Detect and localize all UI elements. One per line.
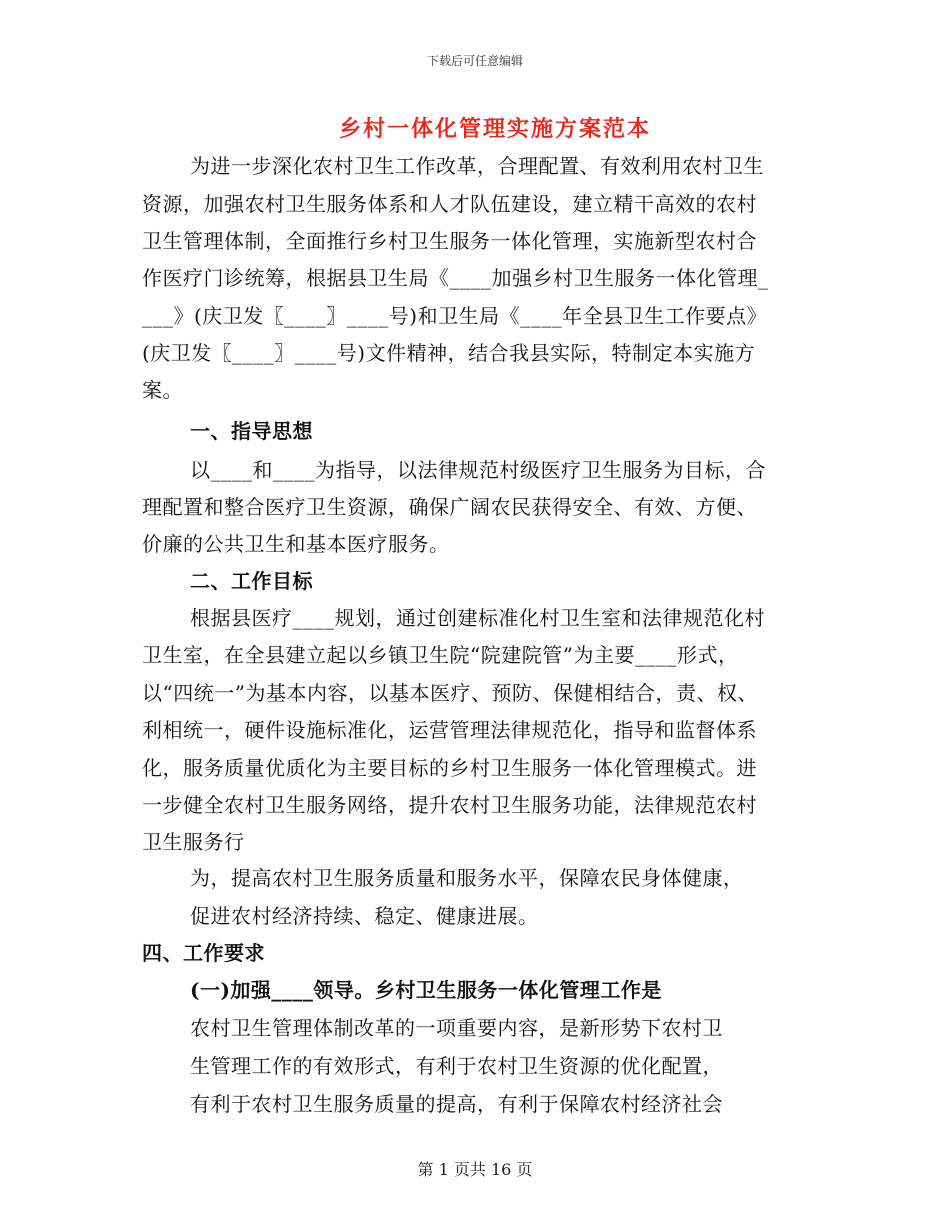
paragraph-line: 作医疗门诊统筹，根据县卫生局《____加强乡村卫生服务一体化管理_ <box>142 266 769 290</box>
paragraph-line: 卫生服务行 <box>142 830 245 854</box>
paragraph-line: 根据县医疗____规划，通过创建标准化村卫生室和法律规范化村 <box>190 606 765 630</box>
paragraph-line: 利相统一，硬件设施标准化，运营管理法律规范化，指导和监督体系 <box>142 718 757 742</box>
paragraph-line: 生管理工作的有效形式，有利于农村卫生资源的优化配置， <box>190 1054 723 1078</box>
paragraph-line: 以____和____为指导，以法律规范村级医疗卫生服务为目标，合 <box>190 458 766 482</box>
paragraph-line: 一步健全农村卫生服务网络，提升农村卫生服务功能，法律规范农村 <box>142 793 757 817</box>
section-heading: 一、指导思想 <box>190 419 313 443</box>
paragraph-line: 农村卫生管理体制改革的一项重要内容，是新形势下农村卫 <box>190 1016 723 1040</box>
paragraph-line: 理配置和整合医疗卫生资源，确保广阔农民获得安全、有效、方便、 <box>142 495 757 519</box>
paragraph-line: 资源，加强农村卫生服务体系和人才队伍建设，建立精干高效的农村 <box>142 192 757 216</box>
paragraph-line: 卫生室，在全县建立起以乡镇卫生院“院建院管”为主要____形式， <box>142 643 739 667</box>
paragraph-line: (庆卫发〖____〗____号)文件精神，结合我县实际，特制定本实施方 <box>142 341 756 365</box>
paragraph-line: 以“四统一”为基本内容，以基本医疗、预防、保健相结合，责、权、 <box>142 681 758 705</box>
paragraph-line: 化，服务质量优质化为主要目标的乡村卫生服务一体化管理模式。进 <box>142 756 757 780</box>
section-heading: 二、工作目标 <box>190 569 313 593</box>
paragraph-line: 为，提高农村卫生服务质量和服务水平，保障农民身体健康， <box>190 866 744 890</box>
subsection-heading: (一)加强____领导。乡村卫生服务一体化管理工作是 <box>190 978 662 1002</box>
paragraph-line: 为进一步深化农村卫生工作改革，合理配置、有效利用农村卫生 <box>190 154 764 178</box>
section-heading: 四、工作要求 <box>142 941 265 965</box>
page-footer: 第 1 页共 16 页 <box>417 1160 533 1179</box>
paragraph-line: 有利于农村卫生服务质量的提高，有利于保障农村经济社会 <box>190 1092 723 1116</box>
paragraph-line: 卫生管理体制，全面推行乡村卫生服务一体化管理，实施新型农村合 <box>142 229 757 253</box>
paragraph-line: 促进农村经济持续、稳定、健康进展。 <box>190 904 539 928</box>
document-title: 乡村一体化管理实施方案范本 <box>338 116 651 142</box>
paragraph-line: 案。 <box>142 378 183 402</box>
paragraph-line: 价廉的公共卫生和基本医疗服务。 <box>142 532 450 556</box>
header-note: 下载后可任意编辑 <box>426 54 523 68</box>
paragraph-line: ___》(庆卫发〖____〗____号)和卫生局《____年全县卫生工作要点》 <box>142 304 768 328</box>
